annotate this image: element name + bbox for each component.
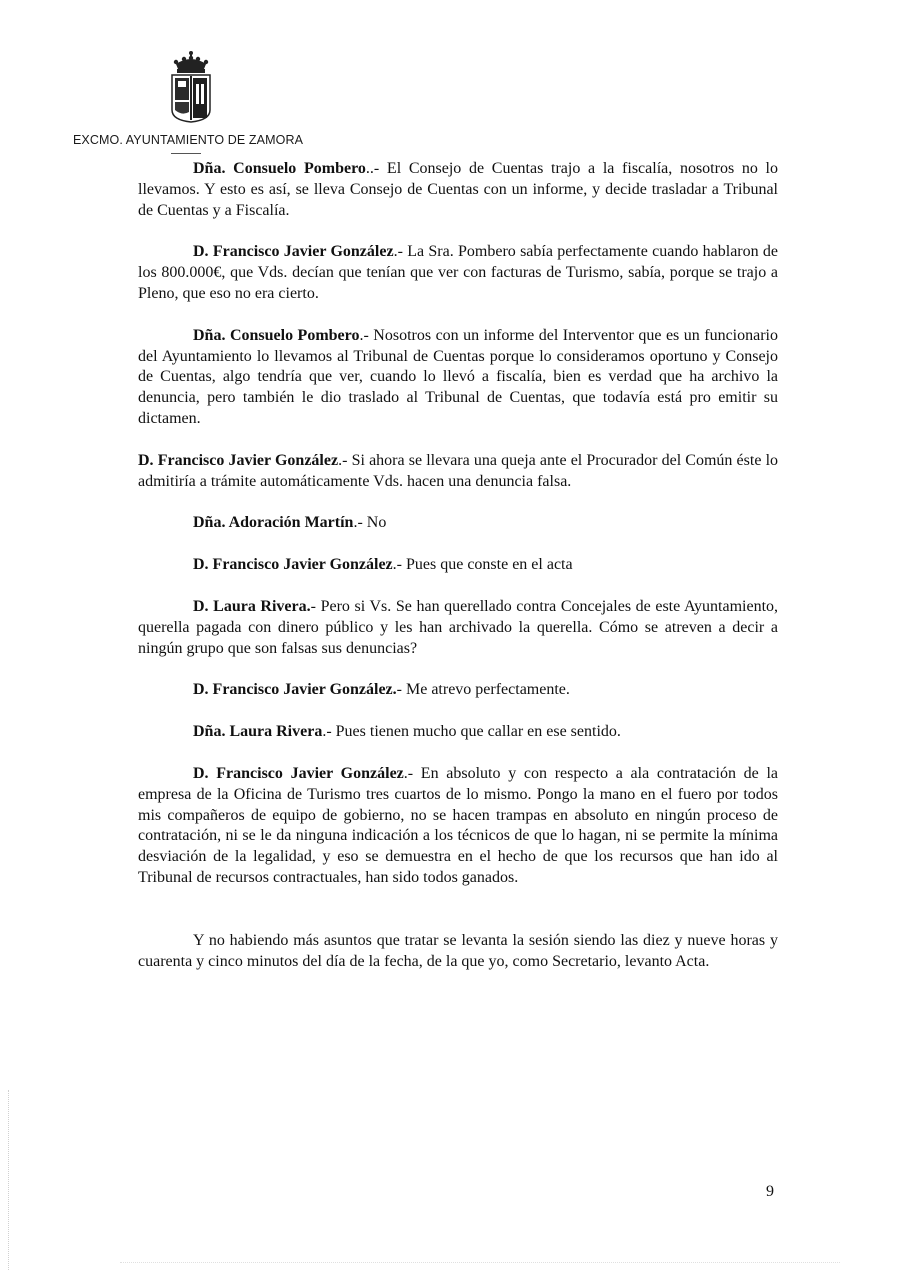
speaker-name: D. Francisco Javier González <box>193 556 393 574</box>
speech-text: Pues que conste en el acta <box>405 556 573 574</box>
speaker-name: D. Francisco Javier González <box>193 243 394 261</box>
speech-text: En absoluto y con respecto a ala contratación de la empresa de la Oficina de Turismo tres cuartos de lo mismo. Pongo la mano en el fuero por todos mis compañeros de equipo de gobierno, no se hacen trampas en absoluto en ningún proceso de contratación, ni se le da ninguna indicación a los técnicos de que lo hagan, ni se permite la mínima desviación de la legalidad, y eso se demuestra en el hecho de que los recursos que han ido al Tribunal de recursos contractuales, han sido todos ganados. <box>138 764 778 886</box>
speech-paragraph <box>138 159 778 221</box>
speech-paragraph <box>138 555 778 576</box>
speaker-separator: .- <box>322 723 336 741</box>
speaker-name: D. Francisco Javier González <box>193 764 404 782</box>
speaker-separator: - <box>310 597 321 615</box>
speech-text: Pero si Vs. Se han querellado contra Concejales de este Ayuntamiento, querella pagada con dinero público y les han archivado la querella. Cómo se atreven a decir a ningún grupo que son falsas sus denuncias? <box>138 597 779 657</box>
closing-paragraph: Y no habiendo más asuntos que tratar se levanta la sesión siendo las diez y nueve horas y cuarenta y cinco minutos del día de la fecha, de la que yo, como Secretario, levanto Acta. <box>138 931 778 970</box>
header-divider <box>171 153 201 154</box>
organization-header: EXCMO. AYUNTAMIENTO DE ZAMORA <box>73 133 304 147</box>
minutes-body <box>138 159 778 972</box>
scan-artifact-line <box>8 1090 10 1270</box>
speaker-separator: .- <box>353 514 367 532</box>
speech-text: Pues tienen mucho que callar en ese sentido. <box>335 723 621 741</box>
speech-paragraph <box>138 680 778 701</box>
speech-paragraph <box>138 764 778 889</box>
speech-paragraph <box>138 326 778 430</box>
speech-text: No <box>366 514 387 532</box>
speech-text: La Sra. Pombero sabía perfectamente cuando hablaron de los 800.000€, que Vds. decían que tenían que ver con facturas de Turismo, sabía, porque se trajo a Pleno, que eso no era cierto. <box>138 243 779 302</box>
scan-artifact-line <box>120 1262 840 1264</box>
speech-text: Si ahora se llevara una queja ante el Procurador del Común éste lo admitiría a trámite automáticamente Vds. hacen una denuncia falsa. <box>138 451 779 490</box>
speaker-separator: .- <box>392 556 406 574</box>
speech-paragraph <box>138 722 778 743</box>
speech-text: Nosotros con un informe del Interventor que es un funcionario del Ayuntamiento lo llevamos al Tribunal de Cuentas porque lo consideramos oportuno y Consejo de Cuentas, algo tendría que ver, cuando lo llevó a fiscalía, bien es verdad que ha archivo la denuncia, pero también le dio traslado al Tribunal de Cuentas, que todavía está pro emitir su dictamen. <box>138 326 779 427</box>
speaker-separator: .- <box>393 243 408 261</box>
speaker-name: Dña. Laura Rivera <box>193 723 323 741</box>
speaker-name: Dña. Consuelo Pombero <box>193 160 366 177</box>
page-number: 9 <box>766 1183 774 1200</box>
speaker-separator: .- <box>403 764 421 782</box>
speaker-separator: - <box>396 681 406 699</box>
speaker-separator: .- <box>338 451 352 469</box>
zamora-coat-of-arms-icon <box>164 50 218 124</box>
speech-paragraph <box>138 597 778 659</box>
speech-paragraph <box>138 451 778 493</box>
speaker-name: Dña. Adoración Martín <box>193 514 354 532</box>
speaker-separator: ..- <box>365 160 387 177</box>
speech-text: El Consejo de Cuentas trajo a la fiscalía, nosotros no lo llevamos. Y esto es así, se lleva Consejo de Cuentas con un informe, y decide trasladar a Tribunal de Cuentas y a Fiscalía. <box>138 160 779 219</box>
speaker-name: D. Francisco Javier González <box>138 451 339 469</box>
speaker-name: D. Laura Rivera. <box>193 597 311 615</box>
speech-paragraph <box>138 242 778 304</box>
speaker-name: Dña. Consuelo Pombero <box>193 326 360 344</box>
speaker-name: D. Francisco Javier González. <box>193 681 397 699</box>
speech-text: Me atrevo perfectamente. <box>405 681 570 699</box>
speaker-separator: .- <box>359 326 374 344</box>
speech-paragraph <box>138 513 778 534</box>
